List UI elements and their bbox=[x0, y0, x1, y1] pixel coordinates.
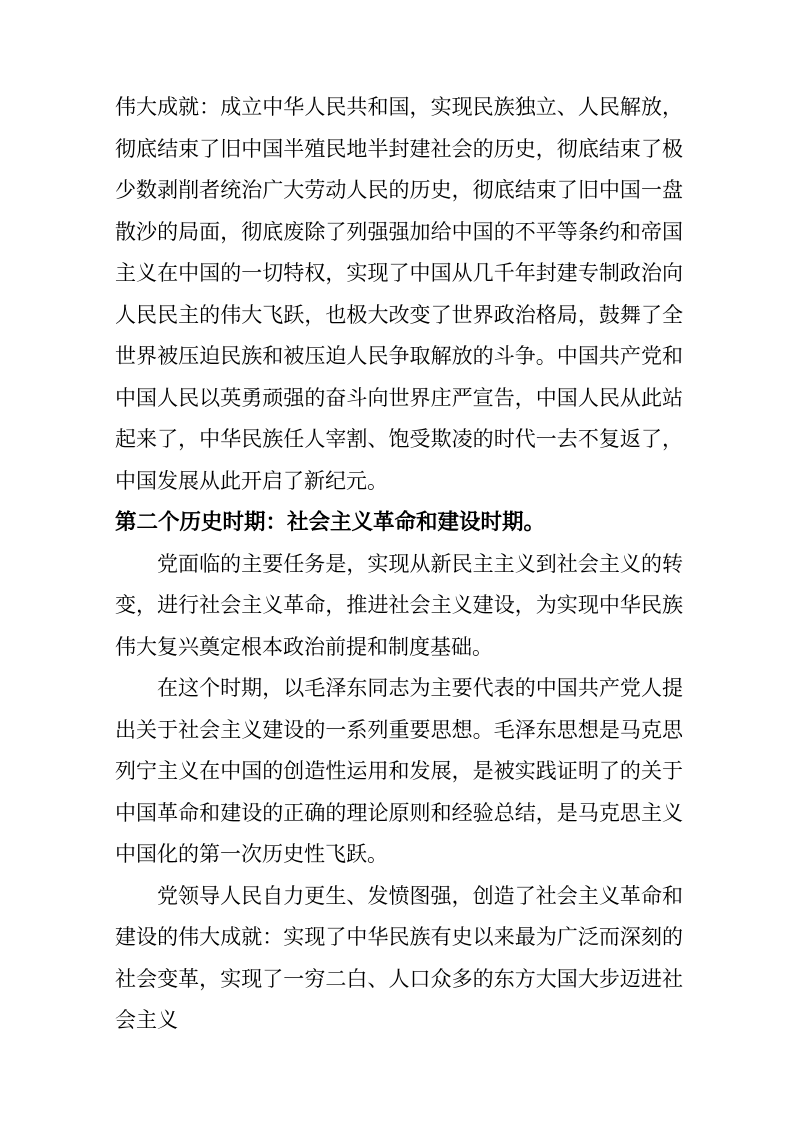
paragraph-mao-zedong-thought: 在这个时期，以毛泽东同志为主要代表的中国共产党人提出关于社会主义建设的一系列重要思想。毛泽东思想是马克思列宁主义在中国的创造性运用和发展，是被实践证明了的关于中国革命和建设的正确的理论原则和经验总结，是马克思主义中国化的第一次历史性飞跃。 bbox=[115, 676, 683, 866]
document-text-block bbox=[115, 87, 683, 1042]
paragraph-great-achievements: 党领导人民自力更生、发愤图强，创造了社会主义革命和建设的伟大成就：实现了中华民族有史以来最为广泛而深刻的社会变革，实现了一穷二白、人口众多的东方大国大步迈进社会主义 bbox=[115, 883, 683, 1032]
paragraph-main-tasks: 党面临的主要任务是，实现从新民主主义到社会主义的转变，进行社会主义革命，推进社会主义建设，为实现中华民族伟大复兴奠定根本政治前提和制度基础。 bbox=[115, 551, 683, 659]
paragraph-continuation: 伟大成就：成立中华人民共和国，实现民族独立、人民解放，彻底结束了旧中国半殖民地半封建社会的历史，彻底结束了极少数剥削者统治广大劳动人民的历史，彻底结束了旧中国一盘散沙的局面，彻底废除了列强强加给中国的不平等条约和帝国主义在中国的一切特权，实现了中国从几千年封建专制政治向人民民主的伟大飞跃，也极大改变了世界政治格局，鼓舞了全世界被压迫民族和被压迫人民争取解放的斗争。中国共产党和中国人民以英勇顽强的奋斗向世界庄严宣告，中国人民从此站起来了，中华民族任人宰割、饱受欺凌的时代一去不复返了，中国发展从此开启了新纪元。 bbox=[115, 95, 683, 493]
section-heading-second-historical-period: 第二个历史时期：社会主义革命和建设时期。 bbox=[115, 510, 546, 535]
